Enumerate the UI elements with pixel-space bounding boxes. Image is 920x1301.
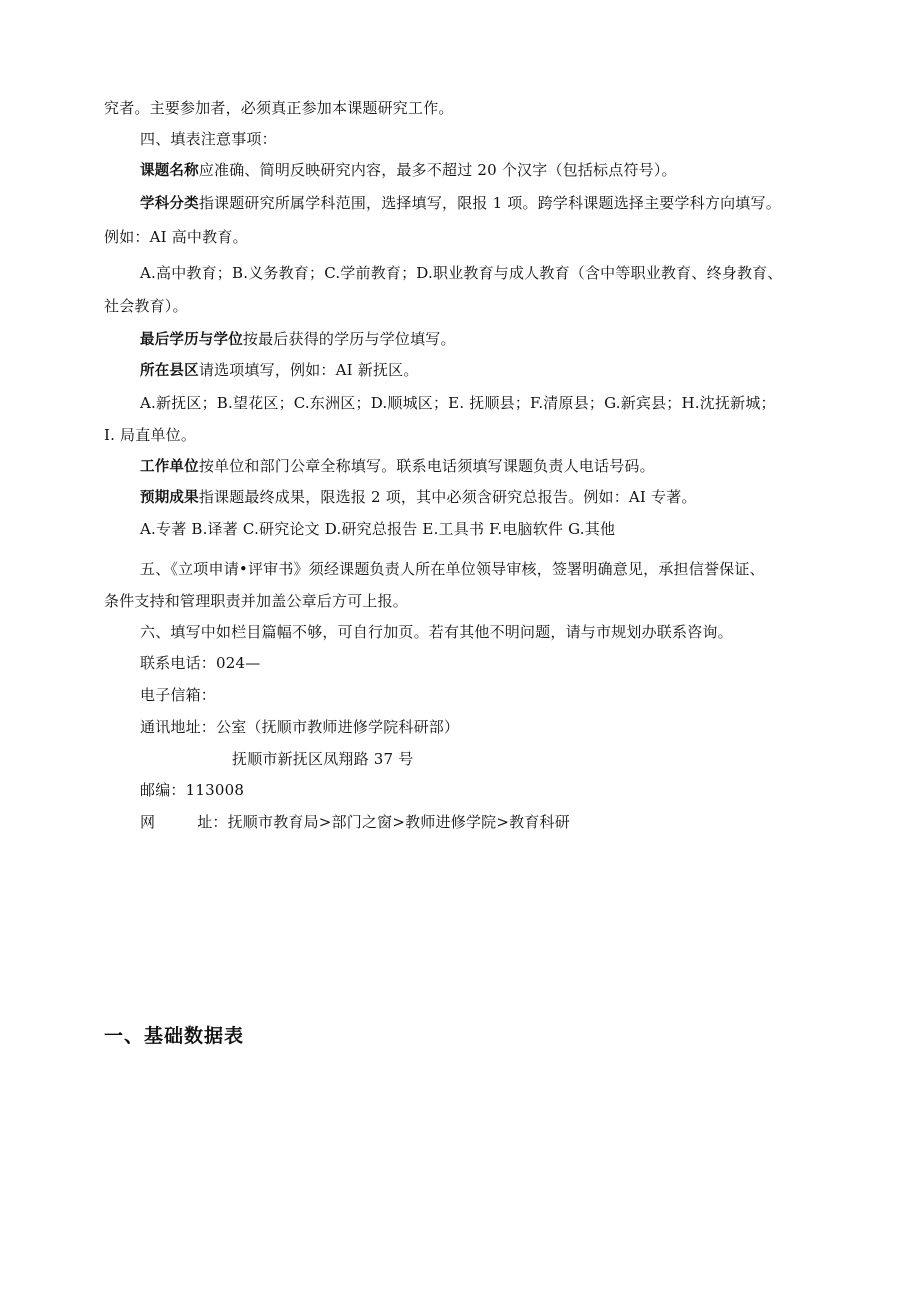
term-label: 最后学历与学位 (140, 332, 243, 348)
contact-website (140, 811, 862, 833)
text-line: 例如：AI 高中教育。 (104, 228, 248, 246)
section-six-line: 六、填写中如栏目篇幅不够，可自行加页。若有其他不明问题，请与市规划办联系咨询。 (140, 623, 733, 641)
term-desc: 请选项填写，例如：AI 新抚区。 (198, 361, 419, 379)
term-desc: 指课题最终成果，限选报 2 项，其中必须含研究总报告。例如：AI 专著。 (198, 488, 697, 506)
term-label: 课题名称 (140, 163, 199, 179)
term-label: 学科分类 (140, 196, 199, 212)
term-desc: 按最后获得的学历与学位填写。 (242, 330, 456, 348)
term-label: 工作单位 (140, 459, 199, 475)
text-line: 条件支持和管理职责并加盖公章后方可上报。 (104, 592, 409, 610)
section-four-title: 四、填表注意事项： (140, 130, 277, 148)
website-label: 网 (140, 813, 156, 831)
contact-postcode: 邮编：113008 (140, 781, 245, 799)
text-line (140, 328, 862, 351)
term-desc: 指课题研究所属学科范围，选择填写，限报 1 项。跨学科课题选择主要学科方向填写。 (198, 194, 781, 212)
contact-email: 电子信箱： (140, 686, 217, 704)
text-line: I. 局直单位。 (104, 426, 197, 444)
text-line (140, 359, 862, 382)
option-list: A.专著 B.译著 C.研究论文 D.研究总报告 E.工具书 F.电脑软件 G.其他 (140, 520, 616, 538)
option-list: A.高中教育；B.义务教育；C.学前教育；D.职业教育与成人教育（含中等职业教育、终身教育、 (140, 264, 783, 282)
text-line (140, 486, 862, 509)
text-line: 社会教育）。 (104, 297, 188, 315)
text-line (140, 192, 862, 215)
text-line (140, 159, 862, 182)
section-five-line: 五、《立项申请•评审书》须经课题负责人所在单位领导审核，签署明确意见，承担信誉保证、 (140, 560, 765, 578)
text-line (140, 455, 862, 478)
contact-phone: 联系电话：024— (140, 654, 261, 672)
section-heading: 一、基础数据表 (104, 1025, 245, 1047)
website-path: 抚顺市教育局>部门之窗>教师进修学院>教育科研 (227, 813, 570, 831)
website-label: 址： (197, 813, 228, 831)
text-line: 究者。主要参加者，必须真正参加本课题研究工作。 (104, 99, 454, 117)
contact-address-line2: 抚顺市新抚区凤翔路 37 号 (232, 750, 414, 768)
term-label: 预期成果 (140, 490, 199, 506)
option-list: A.新抚区；B.望花区；C.东洲区；D.顺城区；E. 抚顺县；F.清原县；G.新宾县；H.沈抚新城； (140, 394, 776, 412)
term-label: 所在县区 (140, 363, 199, 379)
term-desc: 应准确、简明反映研究内容，最多不超过 20 个汉字（包括标点符号）。 (198, 161, 677, 179)
term-desc: 按单位和部门公章全称填写。联系电话须填写课题负责人电话号码。 (198, 457, 655, 475)
contact-address: 通讯地址：公室（抚顺市教师进修学院科研部） (140, 718, 460, 736)
